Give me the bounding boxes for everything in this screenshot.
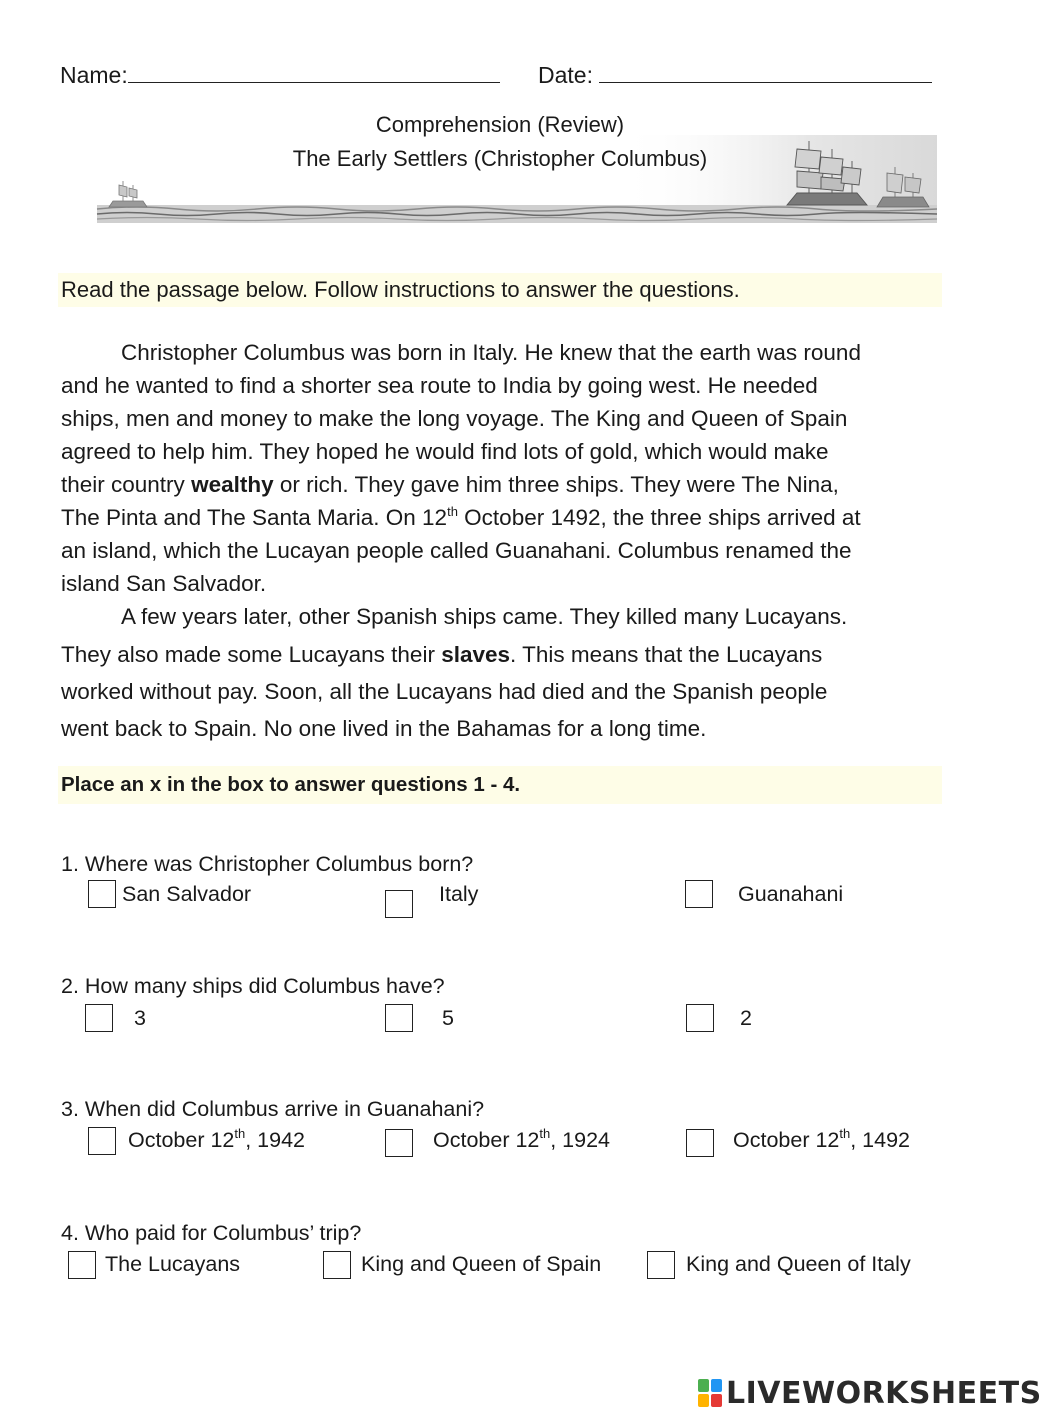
liveworksheets-logo-icon [697, 1378, 723, 1408]
passage-line [61, 472, 839, 498]
answer-option: King and Queen of Spain [361, 1252, 602, 1276]
liveworksheets-logo [697, 1376, 1042, 1410]
answer-checkbox[interactable] [385, 1129, 413, 1157]
passage-line: ships, men and money to make the long voyage. The King and Queen of Spain [61, 406, 848, 431]
name-blank-line[interactable] [128, 62, 500, 83]
answer-checkbox[interactable] [88, 880, 116, 908]
date-text: , 1942 [245, 1128, 305, 1152]
superscript: th [447, 504, 458, 519]
date-text: , 1924 [550, 1128, 610, 1152]
bold-word-wealthy: wealthy [191, 472, 274, 497]
passage-line: Christopher Columbus was born in Italy. He knew that the earth was round [121, 340, 861, 365]
answer-checkbox[interactable] [323, 1251, 351, 1279]
answer-option [733, 1128, 910, 1153]
answer-option: Guanahani [738, 882, 844, 906]
answer-option: King and Queen of Italy [686, 1252, 911, 1276]
passage-line: went back to Spain. No one lived in the Bahamas for a long time. [61, 716, 707, 741]
name-label: Name: [60, 62, 128, 88]
date-text: October 12 [128, 1128, 235, 1152]
passage-line: agreed to help him. They hoped he would find lots of gold, which would make [61, 439, 829, 464]
passage-line: an island, which the Lucayan people called Guanahani. Columbus renamed the [61, 538, 852, 563]
answer-checkbox[interactable] [385, 890, 413, 918]
passage-text: or rich. They gave him three ships. They were The Nina, [273, 472, 839, 497]
question-text: 4. Who paid for Columbus’ trip? [61, 1221, 362, 1245]
worksheet-title: Comprehension (Review) [375, 112, 625, 137]
passage-line: and he wanted to find a shorter sea route to India by going west. He needed [61, 373, 818, 398]
superscript: th [539, 1126, 551, 1141]
passage-line [61, 642, 822, 668]
answer-checkbox[interactable] [647, 1251, 675, 1279]
logo-text: LIVEWORKSHEETS [726, 1375, 1042, 1411]
question-text: 3. When did Columbus arrive in Guanahani? [61, 1097, 485, 1121]
passage-line: A few years later, other Spanish ships came. They killed many Lucayans. [121, 604, 848, 629]
question-2 [61, 974, 961, 1044]
passage-line: island San Salvador. [61, 571, 267, 596]
answer-checkbox[interactable] [685, 880, 713, 908]
date-text: October 12 [733, 1128, 840, 1152]
date-label: Date: [538, 62, 593, 88]
answer-option [128, 1128, 305, 1153]
answer-option: San Salvador [122, 882, 252, 906]
answer-option: 5 [442, 1006, 454, 1030]
worksheet-subtitle: The Early Settlers (Christopher Columbus) [292, 146, 708, 171]
passage-text: October 1492, the three ships arrived at [457, 505, 861, 530]
passage-text: . This means that the Lucayans [510, 642, 823, 667]
answer-option: 2 [740, 1006, 752, 1030]
superscript: th [234, 1126, 246, 1141]
date-field[interactable] [538, 62, 932, 89]
question-3 [61, 1097, 961, 1167]
question-4 [61, 1221, 961, 1291]
answer-checkbox[interactable] [85, 1004, 113, 1032]
answer-checkbox[interactable] [88, 1127, 116, 1155]
question-1 [61, 852, 961, 922]
answer-checkbox[interactable] [68, 1251, 96, 1279]
answer-option [433, 1128, 610, 1153]
bold-word-slaves: slaves [441, 642, 511, 667]
name-field[interactable] [60, 62, 500, 89]
answer-checkbox[interactable] [686, 1129, 714, 1157]
passage-text: their country [61, 472, 192, 497]
superscript: th [839, 1126, 851, 1141]
question-text: 1. Where was Christopher Columbus born? [61, 852, 474, 876]
answer-option: The Lucayans [105, 1252, 241, 1276]
passage-line [61, 505, 861, 531]
answer-option: Italy [439, 882, 479, 906]
passage-text: They also made some Lucayans their [61, 642, 442, 667]
passage-text: The Pinta and The Santa Maria. On 12 [61, 505, 448, 530]
date-text: , 1492 [850, 1128, 910, 1152]
answer-option: 3 [134, 1006, 146, 1030]
passage-line: worked without pay. Soon, all the Lucayans had died and the Spanish people [61, 679, 828, 704]
question-text: 2. How many ships did Columbus have? [61, 974, 445, 998]
reading-instruction: Read the passage below. Follow instructions to answer the questions. [58, 273, 942, 307]
answer-instruction: Place an x in the box to answer questions 1 - 4. [58, 766, 942, 804]
answer-checkbox[interactable] [686, 1004, 714, 1032]
date-text: October 12 [433, 1128, 540, 1152]
date-blank-line[interactable] [599, 62, 932, 83]
answer-checkbox[interactable] [385, 1004, 413, 1032]
